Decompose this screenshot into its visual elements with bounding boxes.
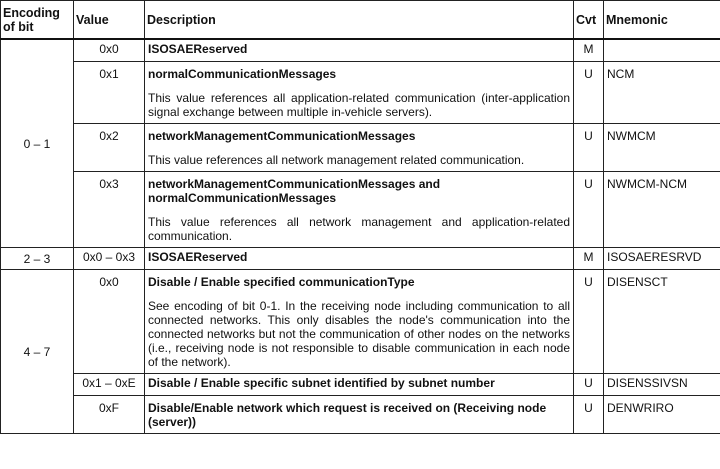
table-row [1,396,720,434]
table-row [1,124,720,172]
header-cvt: Cvt [574,1,604,40]
description-text: This value references all network management and application-related communication. [148,215,570,243]
table-row [1,374,720,396]
header-value: Value [74,1,145,40]
description-title: ISOSAEReserved [148,42,248,56]
table-row [1,270,720,374]
cvt-cell: U [574,62,604,124]
value-cell: 0xF [74,396,145,434]
header-mnemonic: Mnemonic [604,1,720,40]
mnemonic-cell: DISENSCT [604,270,720,374]
value-cell: 0x0 [74,270,145,374]
mnemonic-cell: ISOSAERESRVD [604,248,720,270]
mnemonic-cell: NWMCM [604,124,720,172]
description-title: Disable/Enable network which request is received on (Receiving node (server)) [148,401,547,429]
header-row [1,1,720,40]
description-text: This value references all network management related communication. [148,153,525,167]
description-title: Disable / Enable specified communicationType [148,275,415,289]
header-encoding: Encoding of bit [1,1,74,40]
encoding-cell: 4 – 7 [1,270,74,434]
cvt-cell: M [574,39,604,62]
mnemonic-cell: NCM [604,62,720,124]
mnemonic-cell [604,39,720,62]
value-cell: 0x2 [74,124,145,172]
cvt-cell: M [574,248,604,270]
description-title: Disable / Enable specific subnet identified by subnet number [148,376,495,390]
description-text: See encoding of bit 0-1. In the receiving node including communication to all connected networks. This only disables the node's communication into the connected networks but not the communication of other nodes on the networks (i.e., receiving node is not responsible to disable communication in each node of the network). [148,299,570,369]
value-cell: 0x1 – 0xE [74,374,145,396]
table-row [1,39,720,62]
description-title: normalCommunicationMessages [148,67,337,81]
description-text: This value references all application-related communication (inter-application signal exchange between multiple in-vehicle servers). [148,91,570,119]
table-row [1,248,720,270]
encoding-cell: 0 – 1 [1,39,74,248]
value-cell: 0x0 [74,39,145,62]
cvt-cell: U [574,396,604,434]
value-cell: 0x3 [74,172,145,248]
value-cell: 0x0 – 0x3 [74,248,145,270]
cvt-cell: U [574,270,604,374]
encoding-cell: 2 – 3 [1,248,74,270]
mnemonic-cell: DENWRIRO [604,396,720,434]
value-cell: 0x1 [74,62,145,124]
description-cell [145,270,574,374]
description-cell [145,396,574,434]
table-row [1,62,720,124]
cvt-cell: U [574,374,604,396]
description-title: networkManagementCommunicationMessages [148,129,416,143]
description-cell [145,39,574,62]
header-description: Description [145,1,574,40]
description-cell [145,62,574,124]
description-cell [145,248,574,270]
mnemonic-cell: NWMCM-NCM [604,172,720,248]
cvt-cell: U [574,172,604,248]
cvt-cell: U [574,124,604,172]
description-title: ISOSAEReserved [148,250,248,264]
table-row [1,172,720,248]
description-cell [145,374,574,396]
mnemonic-cell: DISENSSIVSN [604,374,720,396]
description-title: networkManagementCommunicationMessages and normalCommunicationMessages [148,177,441,205]
description-cell [145,124,574,172]
description-cell [145,172,574,248]
